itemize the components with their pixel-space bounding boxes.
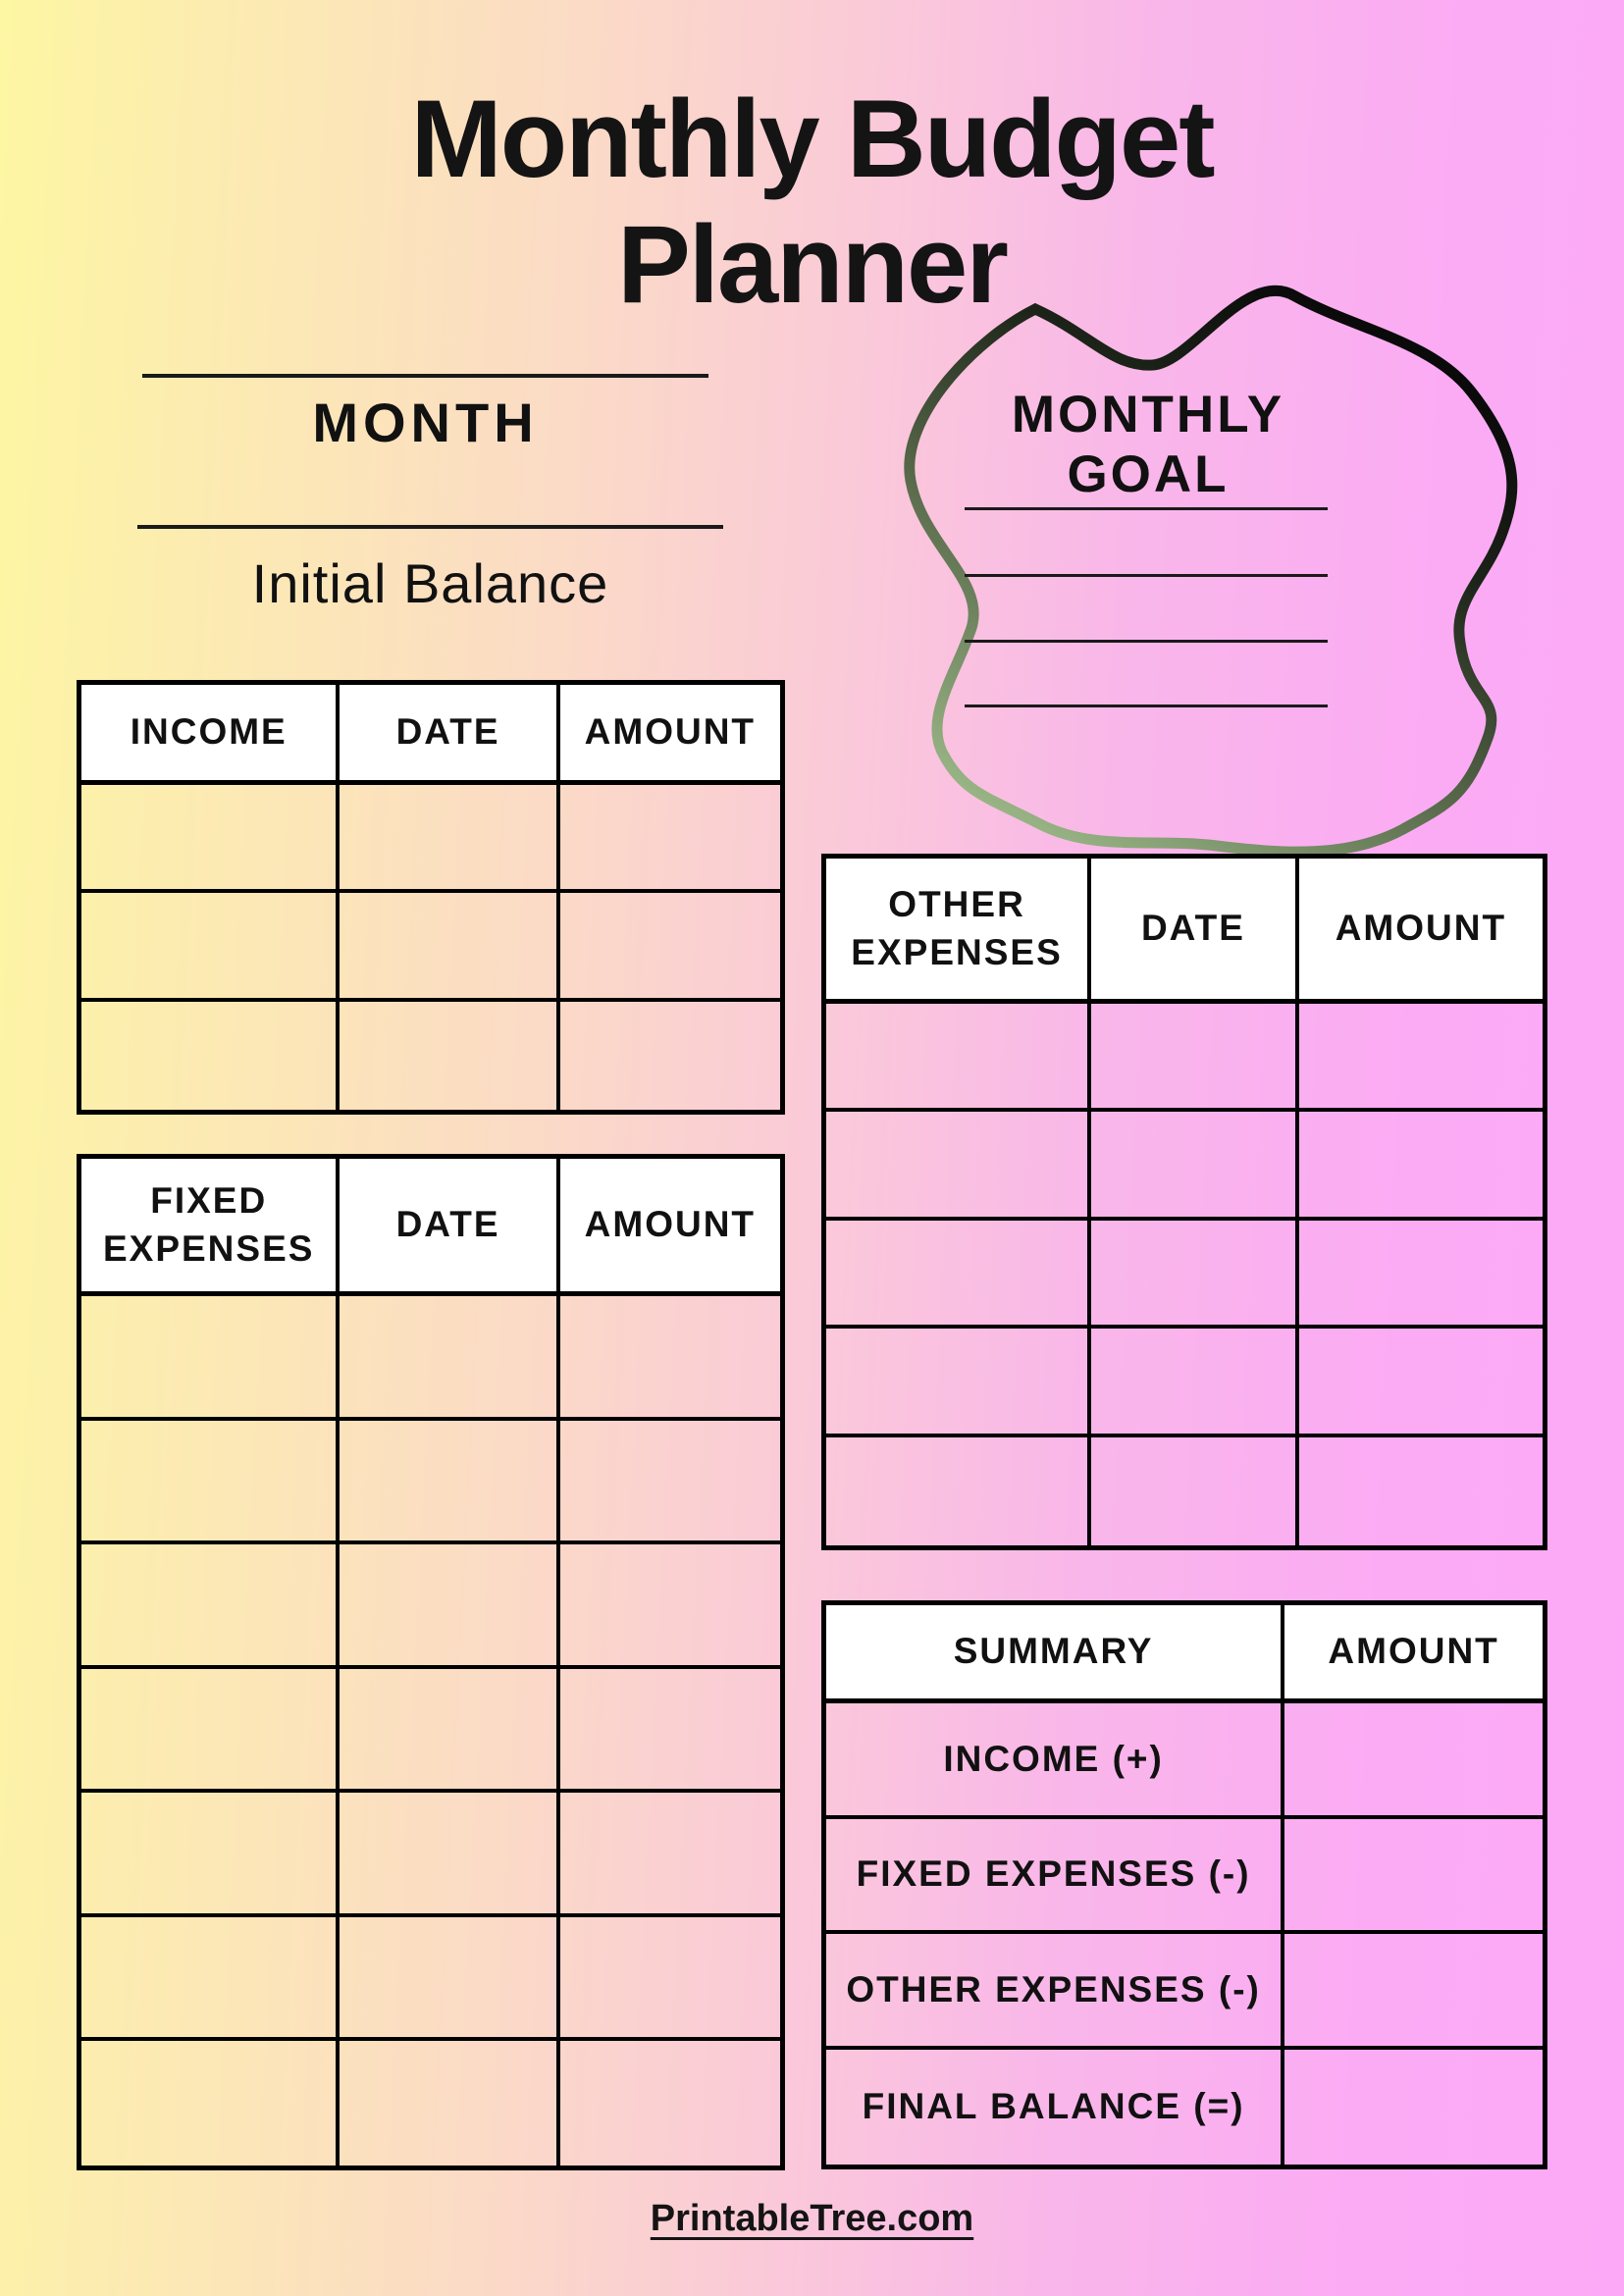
initial-balance-label: Initial Balance (251, 552, 609, 614)
other-expenses-table-body (826, 1004, 1543, 1545)
empty-table-cell (560, 1669, 780, 1794)
amount-header-cell: AMOUNT (560, 1159, 780, 1291)
empty-table-cell (560, 1793, 780, 1917)
summary-label-cell: INCOME (+) (826, 1703, 1284, 1819)
empty-table-cell (560, 893, 780, 1001)
income-table (77, 680, 785, 1115)
empty-table-cell (340, 1917, 559, 2042)
empty-table-cell (560, 1002, 780, 1110)
empty-table-cell (340, 1002, 559, 1110)
empty-table-cell (826, 1437, 1091, 1545)
empty-table-cell (826, 1112, 1091, 1220)
date-header-cell: DATE (340, 1159, 559, 1291)
empty-table-cell (81, 1669, 340, 1794)
income-table-body (81, 785, 780, 1110)
fixed-expenses-header-cell: FIXED EXPENSES (81, 1159, 340, 1291)
income-table-header (81, 685, 780, 785)
empty-table-cell (81, 1421, 340, 1545)
date-header-cell: DATE (1091, 859, 1299, 999)
summary-label-cell: OTHER EXPENSES (-) (826, 1934, 1284, 2050)
amount-header-cell: AMOUNT (560, 685, 780, 780)
summary-label-cell: FIXED EXPENSES (-) (826, 1819, 1284, 1935)
empty-table-cell (826, 1004, 1091, 1112)
empty-table-cell (1284, 1819, 1543, 1935)
empty-table-cell (340, 1296, 559, 1421)
empty-table-cell (340, 1793, 559, 1917)
empty-table-cell (81, 1002, 340, 1110)
goal-writing-line (965, 704, 1328, 707)
empty-table-cell (1299, 1221, 1543, 1329)
empty-table-cell (81, 2041, 340, 2166)
other-expenses-table (821, 854, 1547, 1550)
empty-table-cell (1091, 1004, 1299, 1112)
summary-header-cell: SUMMARY (826, 1605, 1284, 1698)
empty-table-cell (340, 2041, 559, 2166)
empty-table-cell (560, 785, 780, 893)
goal-writing-line (965, 574, 1328, 577)
empty-table-cell (560, 1421, 780, 1545)
empty-table-cell (1091, 1112, 1299, 1220)
empty-table-cell (1299, 1112, 1543, 1220)
empty-table-cell (560, 1296, 780, 1421)
summary-table-body (826, 1703, 1543, 2165)
date-header-cell: DATE (340, 685, 559, 780)
goal-writing-line (965, 507, 1328, 510)
amount-header-cell: AMOUNT (1284, 1605, 1543, 1698)
empty-table-cell (1299, 1437, 1543, 1545)
empty-table-cell (340, 893, 559, 1001)
empty-table-cell (1284, 1703, 1543, 1819)
site-credit-link: PrintableTree.com (650, 2198, 974, 2239)
empty-table-cell (560, 1917, 780, 2042)
summary-table-header (826, 1605, 1543, 1703)
fixed-expenses-table-body (81, 1296, 780, 2166)
empty-table-cell (81, 785, 340, 893)
amount-header-cell: AMOUNT (1299, 859, 1543, 999)
page-title-line1: Monthly Budget (410, 78, 1214, 200)
empty-table-cell (826, 1221, 1091, 1329)
fixed-expenses-table (77, 1154, 785, 2170)
other-expenses-header-cell: OTHER EXPENSES (826, 859, 1091, 999)
empty-table-cell (560, 2041, 780, 2166)
empty-table-cell (1091, 1221, 1299, 1329)
empty-table-cell (1299, 1004, 1543, 1112)
empty-table-cell (1091, 1437, 1299, 1545)
empty-table-cell (81, 1793, 340, 1917)
summary-label-cell: FINAL BALANCE (=) (826, 2050, 1284, 2166)
empty-table-cell (340, 1544, 559, 1669)
empty-table-cell (340, 1421, 559, 1545)
empty-table-cell (81, 1296, 340, 1421)
empty-table-cell (1284, 2050, 1543, 2166)
summary-table (821, 1600, 1547, 2169)
month-line-bottom (137, 525, 723, 529)
empty-table-cell (81, 1917, 340, 2042)
monthly-goal-title: MONTHLY GOAL (1011, 386, 1285, 503)
empty-table-cell (1299, 1329, 1543, 1436)
goal-writing-line (965, 640, 1328, 643)
empty-table-cell (81, 893, 340, 1001)
empty-table-cell (1091, 1329, 1299, 1436)
income-header-cell: INCOME (81, 685, 340, 780)
empty-table-cell (826, 1329, 1091, 1436)
month-line-top (142, 374, 708, 378)
empty-table-cell (560, 1544, 780, 1669)
fixed-expenses-table-header (81, 1159, 780, 1296)
empty-table-cell (81, 1544, 340, 1669)
other-expenses-table-header (826, 859, 1543, 1004)
empty-table-cell (1284, 1934, 1543, 2050)
empty-table-cell (340, 1669, 559, 1794)
month-label: MONTH (312, 391, 539, 453)
empty-table-cell (340, 785, 559, 893)
page-title-line2: Planner (617, 202, 1007, 326)
